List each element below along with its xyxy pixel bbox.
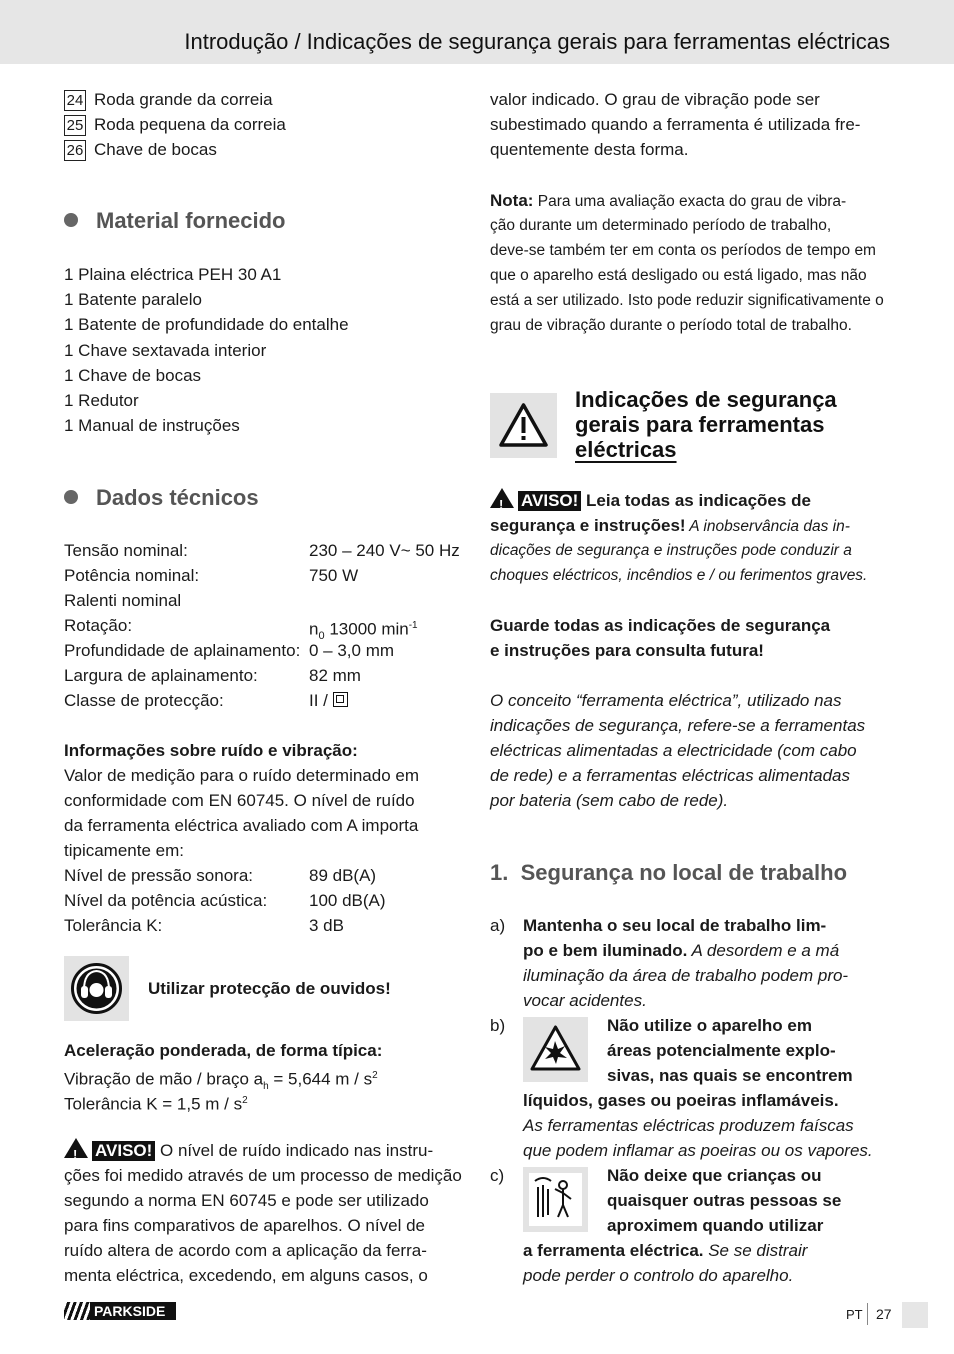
page-title: Introdução / Indicações de segurança gerais para ferramentas eléctricas xyxy=(184,29,890,54)
item-a-text: vocar acidentes. xyxy=(523,991,647,1010)
note-text: grau de vibração durante o período total de trabalho. xyxy=(490,317,852,334)
warning-text: ruído altera de acordo com a aplicação da ferra- xyxy=(64,1241,427,1260)
material-item: 1 Batente de profundidade do entalhe xyxy=(64,315,349,334)
keep-children-away-icon xyxy=(523,1167,588,1232)
item-c-text: Não deixe que crianças ou xyxy=(607,1166,822,1185)
aviso-badge: AVISO! xyxy=(92,1141,155,1161)
vibration-heading: Aceleração ponderada, de forma típica: xyxy=(64,1041,383,1060)
item-a-text: po e bem iluminado. A desordem e a má xyxy=(523,941,840,960)
brand-logo: PARKSIDE xyxy=(64,1302,176,1320)
note-text: que o aparelho está desligado ou está ligado, mas não xyxy=(490,267,867,284)
tech-row: Largura de aplainamento: 82 mm xyxy=(64,666,361,685)
read-instructions-text: dicações de segurança e instruções pode conduzir a xyxy=(490,542,852,559)
page-corner-tab xyxy=(902,1302,928,1328)
noise-text: conformidade com EN 60745. O nível de ruído xyxy=(64,791,415,810)
read-instructions-text: segurança e instruções! A inobservância das in- xyxy=(490,516,850,535)
workplace-heading: 1. Segurança no local de trabalho xyxy=(490,860,848,885)
material-item: 1 Redutor xyxy=(64,391,139,410)
item-label: b) xyxy=(490,1016,506,1035)
protection-class-icon xyxy=(333,692,348,707)
noise-text: Valor de medição para o ruído determinado em xyxy=(64,766,419,785)
warning-text: segundo a norma EN 60745 e pode ser utilizado xyxy=(64,1191,429,1210)
note-paragraph: Nota: Para uma avaliação exacta do grau de vibra- xyxy=(490,191,847,210)
ear-protection-text: Utilizar protecção de ouvidos! xyxy=(148,979,391,998)
tech-heading: Dados técnicos xyxy=(64,485,259,511)
tech-row: Rotação: $n_0$ 13000 $\min^{-1}$ xyxy=(64,616,418,643)
material-item: 1 Batente paralelo xyxy=(64,290,202,309)
item-c-text: quaisquer outras pessoas se xyxy=(607,1191,842,1210)
item-label: a) xyxy=(490,916,506,935)
item-c-text: pode perder o controlo do aparelho. xyxy=(523,1266,794,1285)
bullet-icon xyxy=(64,213,78,227)
material-item: 1 Chave de bocas xyxy=(64,366,202,385)
concept-text: de rede) e a ferramentas eléctricas alimentadas xyxy=(490,766,851,785)
item-b-text: líquidos, gases ou poeiras inflamáveis. xyxy=(523,1091,839,1110)
vibration-line: Vibração de mão / braço $a_h = 5,644$ m / $s^2$ xyxy=(64,1069,378,1093)
warning-paragraph: ! AVISO! O nível de ruído indicado nas instru- xyxy=(64,1138,433,1163)
noise-text: tipicamente em: xyxy=(64,841,184,860)
explosion-hazard-icon xyxy=(523,1017,588,1082)
body-text: subestimado quando a ferramenta é utilizada fre- xyxy=(490,115,861,134)
noise-heading: Informações sobre ruído e vibração: xyxy=(64,741,358,760)
concept-text: O conceito “ferramenta eléctrica”, utilizado nas xyxy=(490,691,842,710)
item-b-text: sivas, nas quais se encontrem xyxy=(607,1066,853,1085)
item-a-text: Mantenha o seu local de trabalho lim- xyxy=(523,916,827,935)
ear-protection-icon xyxy=(64,956,129,1021)
noise-row: Nível da potência acústica: 100 dB(A) xyxy=(64,891,386,910)
item-b-text: que podem inflamar as poeiras ou os vapores. xyxy=(523,1141,873,1160)
keep-instructions: e instruções para consulta futura! xyxy=(490,641,764,660)
page-header xyxy=(0,0,954,64)
body-text: valor indicado. O grau de vibração pode ser xyxy=(490,90,820,109)
tech-row: Profundidade de aplainamento: 0 – 3,0 mm xyxy=(64,641,395,660)
warning-triangle-icon xyxy=(490,393,557,458)
read-instructions: ! AVISO! Leia todas as indicações de xyxy=(490,488,811,513)
item-b-text: Não utilize o aparelho em xyxy=(607,1016,812,1035)
material-item: 1 Chave sextavada interior xyxy=(64,341,267,360)
page-number: 27 xyxy=(876,1306,892,1322)
material-item: 1 Plaina eléctrica PEH 30 A1 xyxy=(64,265,282,284)
bullet-icon xyxy=(64,490,78,504)
noise-text: da ferramenta eléctrica avaliado com A importa xyxy=(64,816,419,835)
language-code: PT xyxy=(846,1307,863,1322)
note-text: deve-se também ter em conta os períodos de tempo em xyxy=(490,242,876,259)
concept-text: por bateria (sem cabo de rede). xyxy=(490,791,729,810)
part-24: 24 Roda grande da correia xyxy=(64,87,273,112)
noise-row: Nível de pressão sonora: 89 dB(A) xyxy=(64,866,377,885)
concept-text: indicações de segurança, refere-se a ferramentas xyxy=(490,716,866,735)
warning-text: menta eléctrica, excedendo, em alguns casos, o xyxy=(64,1266,428,1285)
note-text: está a ser utilizado. Isto pode reduzir significativamente o xyxy=(490,292,884,309)
item-a-text: iluminação da área de trabalho podem pro- xyxy=(523,966,849,985)
part-25: 25 Roda pequena da correia xyxy=(64,112,286,137)
footer-divider xyxy=(867,1303,868,1325)
part-26: 26 Chave de bocas xyxy=(64,137,217,162)
material-heading: Material fornecido xyxy=(64,208,285,234)
noise-row: Tolerância K: 3 dB xyxy=(64,916,344,935)
warning-icon: ! xyxy=(490,488,514,508)
warning-text: ções foi medido através de um processo de medição xyxy=(64,1166,462,1185)
body-text: quentemente desta forma. xyxy=(490,140,689,159)
concept-text: eléctricas alimentadas a electricidade (com cabo xyxy=(490,741,857,760)
tech-row: Classe de protecção: II / xyxy=(64,688,464,713)
safety-title: Indicações de segurança gerais para ferramentas eléctricas xyxy=(575,387,837,462)
read-instructions-text: choques eléctricos, incêndios e / ou ferimentos graves. xyxy=(490,567,868,584)
item-label: c) xyxy=(490,1166,505,1185)
tech-row: Potência nominal: 750 W xyxy=(64,566,359,585)
aviso-badge: AVISO! xyxy=(518,491,581,511)
item-b-text: áreas potencialmente explo- xyxy=(607,1041,836,1060)
item-b-text: As ferramentas eléctricas produzem faíscas xyxy=(523,1116,854,1135)
note-text: ção durante um determinado período de trabalho, xyxy=(490,217,832,234)
material-item: 1 Manual de instruções xyxy=(64,416,240,435)
keep-instructions: Guarde todas as indicações de segurança xyxy=(490,616,831,635)
logo-stripes-icon xyxy=(64,1302,90,1320)
tech-row: Tensão nominal: 230 – 240 V~ 50 Hz xyxy=(64,541,460,560)
warning-icon: ! xyxy=(64,1138,88,1158)
vibration-tolerance: Tolerância K = 1,5 m / $s^2$ xyxy=(64,1094,248,1114)
warning-text: para fins comparativos de aparelhos. O nível de xyxy=(64,1216,425,1235)
item-c-text: a ferramenta eléctrica. Se se distrair xyxy=(523,1241,808,1260)
tech-row: Ralenti nominal xyxy=(64,591,182,610)
item-c-text: aproximem quando utilizar xyxy=(607,1216,824,1235)
